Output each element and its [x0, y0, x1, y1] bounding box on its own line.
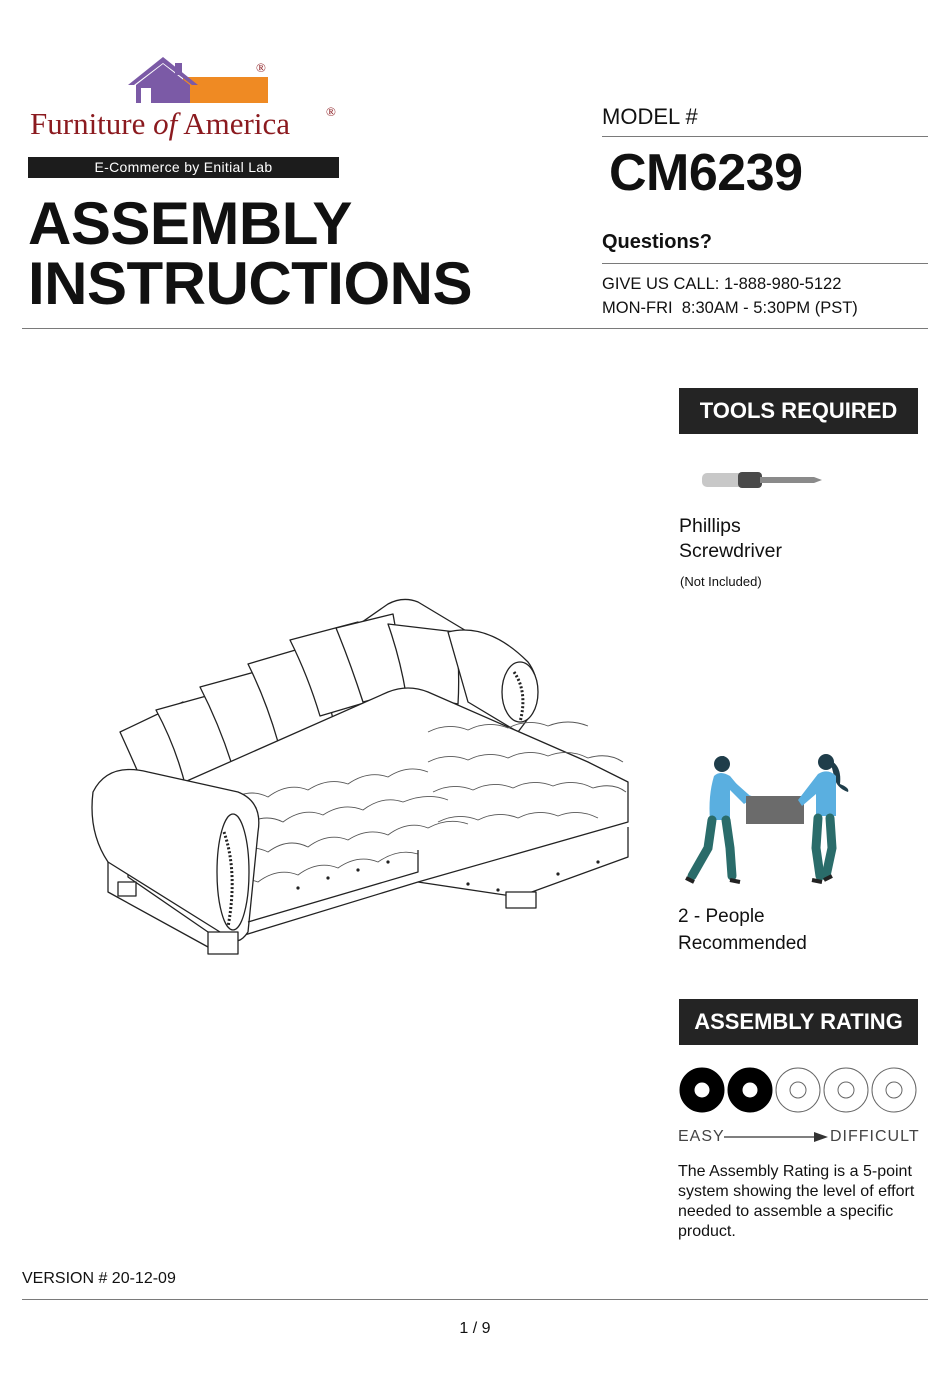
sectional-sofa-illustration [88, 592, 636, 962]
assembly-rating-header: ASSEMBLY RATING [679, 999, 918, 1045]
version-label: VERSION # 20-12-09 [22, 1270, 176, 1287]
brand-word-america: America [177, 106, 291, 141]
tool-name-line-2: Screwdriver [679, 540, 782, 562]
people-recommended [678, 903, 807, 957]
tools-required-header: TOOLS REQUIRED [679, 388, 918, 434]
rating-description: The Assembly Rating is a 5-point system showing the level of effort needed to assemble a specific product. [678, 1163, 915, 1240]
hours-line: MON-FRI 8:30AM - 5:30PM (PST) [602, 299, 858, 317]
rating-easy-label: EASY [678, 1128, 725, 1145]
tool-not-included-note: (Not Included) [680, 574, 762, 589]
footer-divider [22, 1299, 928, 1300]
rating-dot-center [838, 1082, 854, 1098]
page-number: 1 / 9 [459, 1320, 491, 1337]
questions-heading: Questions? [602, 231, 713, 253]
two-people-carrying-icon [680, 748, 870, 888]
model-divider [602, 136, 928, 137]
logo-registered-mark-top: ® [256, 60, 266, 75]
tool-name [679, 514, 782, 564]
logo-orange-bar [183, 77, 268, 103]
model-label: MODEL # [602, 104, 698, 129]
phone-line: GIVE US CALL: 1-888-980-5122 [602, 275, 842, 293]
brand-wordmark [30, 106, 290, 142]
model-number: CM6239 [609, 144, 803, 202]
rating-dot-center [886, 1082, 902, 1098]
brand-logo-graphic [128, 55, 273, 105]
assembly-rating-dots [678, 1066, 918, 1114]
rating-dot-center [790, 1082, 806, 1098]
rating-dot-center [743, 1083, 757, 1097]
tool-name-line-1: Phillips [679, 515, 741, 537]
brand-registered-mark: ® [326, 104, 336, 119]
questions-divider [602, 263, 928, 264]
rating-dot-center [695, 1083, 709, 1097]
easy-to-difficult-arrow [722, 1130, 830, 1144]
title-line-2: INSTRUCTIONS [28, 250, 472, 317]
screwdriver-icon [702, 468, 824, 492]
people-line-1: 2 - People [678, 906, 765, 927]
title-line-1: ASSEMBLY [28, 190, 352, 257]
brand-word-of: of [153, 106, 178, 141]
brand-word-furniture: Furniture [30, 106, 154, 141]
people-line-2: Recommended [678, 933, 807, 954]
header-divider [22, 328, 928, 329]
brand-tagline: E-Commerce by Enitial Lab [28, 157, 339, 178]
rating-difficult-label: DIFFICULT [830, 1128, 920, 1145]
